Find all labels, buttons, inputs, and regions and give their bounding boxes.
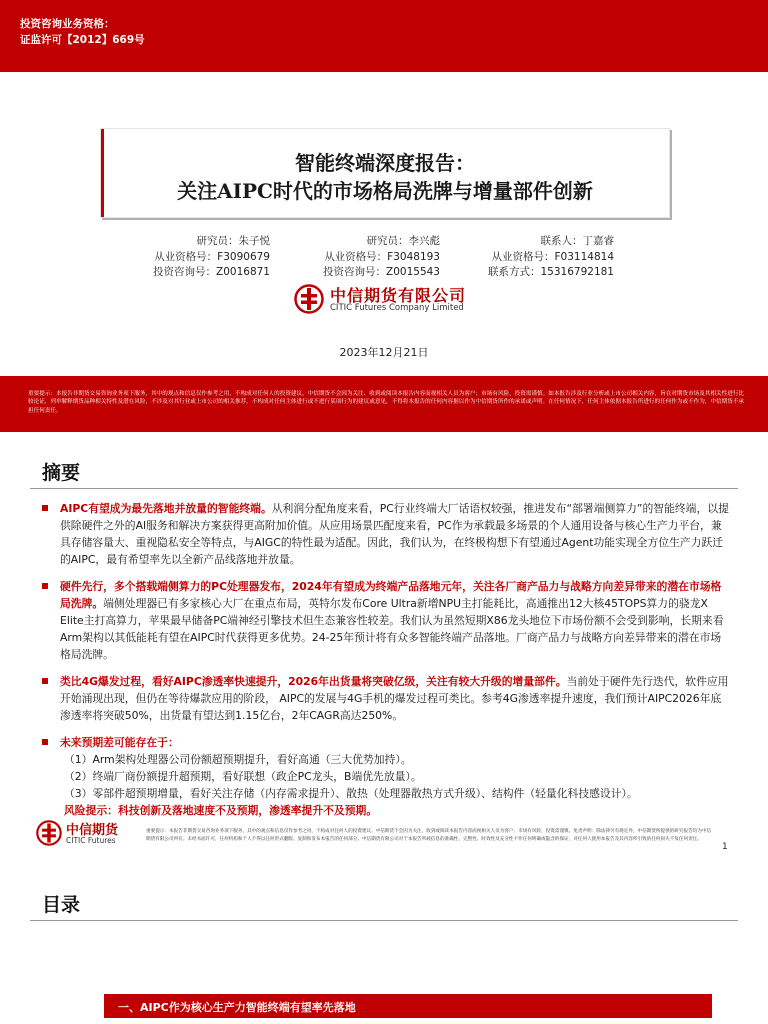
company-name-cn: 中信期货有限公司 [330, 286, 467, 305]
bullet-body: 当前处于硬件先行迭代，软件应用开始涌现出现，但仍在等待爆款应用的阶段， AIPC的发展与4G手机的爆发过程可类比。参考4G渗透率提升速度，我们预计AIPC2026年底渗透率将突破50%，出货量有望达到1.15亿台，2年CAGR高达250%。 [60, 675, 729, 722]
disclaimer-band [0, 376, 768, 432]
toc-item-1[interactable] [104, 994, 712, 1018]
contact-license: 从业资格号：F03114814 [491, 250, 614, 263]
bullet-square-icon [42, 678, 48, 684]
company-name-en: CITIC Futures Company Limited [330, 303, 464, 313]
toc-divider [30, 920, 738, 921]
analyst-info [0, 234, 768, 278]
summary-bullet [38, 500, 730, 568]
contact-role: 联系人：丁嘉睿 [540, 235, 614, 247]
disclaimer-text: 重要提示：本报告非期货交易咨询业务项下服务，其中的观点和信息仅作参考之用，不构成对任何人的投资建议。中信期货不会因为关注、收到或阅读本报告内容而视相关人员为客户；市场有风险，投资需谨慎。如本报告涉及行业分析或上市公司相关内容，旨在对期货市场及其相关性进行比较论证，列举解释期货品种相关特性及潜在风险，不涉及对其行业或上市公司的相关推荐，不构成对任何主体进行或不进行某项行为的建议或意见，不得将本报告的任何内容据以作为中信期货所作的承诺或声明。在任何情况下，任何主体依据本报告所进行的任何作为或不作为，中信期货不承担任何责任。 [28, 391, 745, 414]
summary-divider [30, 488, 738, 489]
company-logo [294, 282, 474, 316]
qualification-label: 投资咨询业务资格： [20, 18, 115, 30]
bullet-highlight: 未来预期差可能存在于： [60, 736, 179, 749]
analyst-role: 研究员：朱子悦 [196, 235, 270, 247]
summary-bullet [38, 673, 730, 724]
report-title-line-2: 关注AIPC时代的市场格局洗牌与增量部件创新 [177, 179, 593, 203]
bullet-square-icon [42, 583, 48, 589]
header-banner [0, 0, 768, 72]
expectation-item: （2）终端厂商份额提升超预期，看好联想（政企PC龙头，B端优先放量）。 [64, 770, 422, 783]
analyst-license: 从业资格号：F3090679 [154, 250, 270, 263]
contact-person [488, 234, 614, 281]
report-title-line-1: 智能终端深度报告： [295, 151, 475, 175]
report-date: 2023年12月21日 [339, 346, 429, 359]
citic-emblem-icon [294, 284, 324, 314]
bullet-square-icon [42, 505, 48, 511]
toc-item-label: 一、AIPC作为核心生产力智能终端有望率先落地 [118, 1001, 356, 1014]
report-title-card [100, 128, 670, 218]
bullet-square-icon [42, 739, 48, 745]
analyst-license: 从业资格号：F3048193 [324, 250, 440, 263]
page-number: 1 [722, 842, 728, 852]
bullet-body: 端侧处理器已有多家核心大厂在重点布局，英特尔发布Core Ultra新增NPU主打能耗比，高通推出12大核45TOPS算力的骁龙X Elite主打高算力，苹果最早储备PC端神经引擎技术但生态兼容性较差。我们认为虽然短期X86龙头地位下市场份额不会受到影响，长期来看Arm架构以其低能耗有望在AIPC时代获得更多优势。24-25年预计将有众多智能终端产品落地。厂商产品力与战略方向差异带来的潜在市场格局洗牌。 [60, 597, 724, 661]
risk-warning-text: 风险提示：科技创新及落地速度不及预期，渗透率提升不及预期。 [64, 804, 378, 817]
risk-warning [60, 802, 730, 819]
analyst-advisory: 投资咨询号：Z0015543 [323, 266, 440, 278]
bullet-highlight: AIPC有望成为最先落地并放量的智能终端。 [60, 502, 272, 515]
license-number: 证监许可【2012】669号 [20, 34, 145, 46]
bullet-highlight: 硬件先行，多个搭载端侧算力的PC处理器发布，2024年有望成为终端产品落地元年，关注各厂商产品力与战略方向差异带来的潜在市场格局洗牌。 [60, 580, 722, 610]
analyst-role: 研究员：李兴彪 [366, 235, 440, 247]
analyst-1 [146, 234, 270, 281]
summary-bullet [38, 578, 730, 663]
footer-company-cn: 中信期货 [66, 823, 119, 838]
footer-logo [36, 818, 136, 848]
analyst-2 [316, 234, 440, 281]
summary-bullets [38, 500, 730, 819]
expectation-item: （3）零部件超预期增量，看好关注存储（内存需求提升）、散热（处理器散热方式升级）、结构件（轻量化科技感设计）。 [64, 787, 638, 800]
bullet-body: 从利润分配角度来看，PC行业终端大厂话语权较强，推进发布“部署端侧算力”的智能终端，以提供除硬件之外的AI服务和解决方案获得更高附加价值。从应用场景匹配度来看，PC作为承载最多场景的个人通用设备与核心生产力平台，兼具存储容量大、重视隐私安全等特点，与AIGC的特性最为适配。因此，我们认为，在终极构想下有望通过Agent功能实现全方位生产力跃迁的AIPC，最有希望率先以全新产品线落地并放量。 [60, 502, 729, 566]
contact-phone: 联系方式：15316792181 [488, 266, 614, 278]
citic-emblem-icon [36, 820, 62, 846]
footer-company-en: CITIC Futures [66, 836, 116, 845]
expectation-item: （1）Arm架构处理器公司份额超预期提升，看好高通（三大优势加持）。 [64, 753, 412, 766]
summary-bullet [38, 734, 730, 819]
bullet-highlight: 类比4G爆发过程，看好AIPC渗透率快速提升，2026年出货量将突破亿级，关注有较大升级的增量部件。 [60, 675, 567, 688]
footer-disclaimer: 重要提示：本报告非期货交易咨询业务项下服务，其中的观点和信息仅作参考之用，不构成对任何人的投资建议。中信期货不会因为关注、收到或阅读本报告内容而视相关人员为客户；市场有风险，投资需谨慎。免责声明：除法律另有规定外，中信期货所提供的研究报告均为中信期货有限公司所有。未经书面许可，任何机构和个人不得以任何形式翻版、复制和发布本报告的任何部分。中信期货有限公司对于本报告所载信息的准确性、完整性、时效性及充分性不作任何明确或隐含的保证，对任何人使用本报告及其内容所引致的任何损失不负任何责任。 [146, 829, 712, 842]
toc-heading: 目录 [42, 894, 81, 916]
analyst-advisory: 投资咨询号：Z0016871 [153, 266, 270, 278]
summary-heading: 摘要 [42, 462, 81, 484]
